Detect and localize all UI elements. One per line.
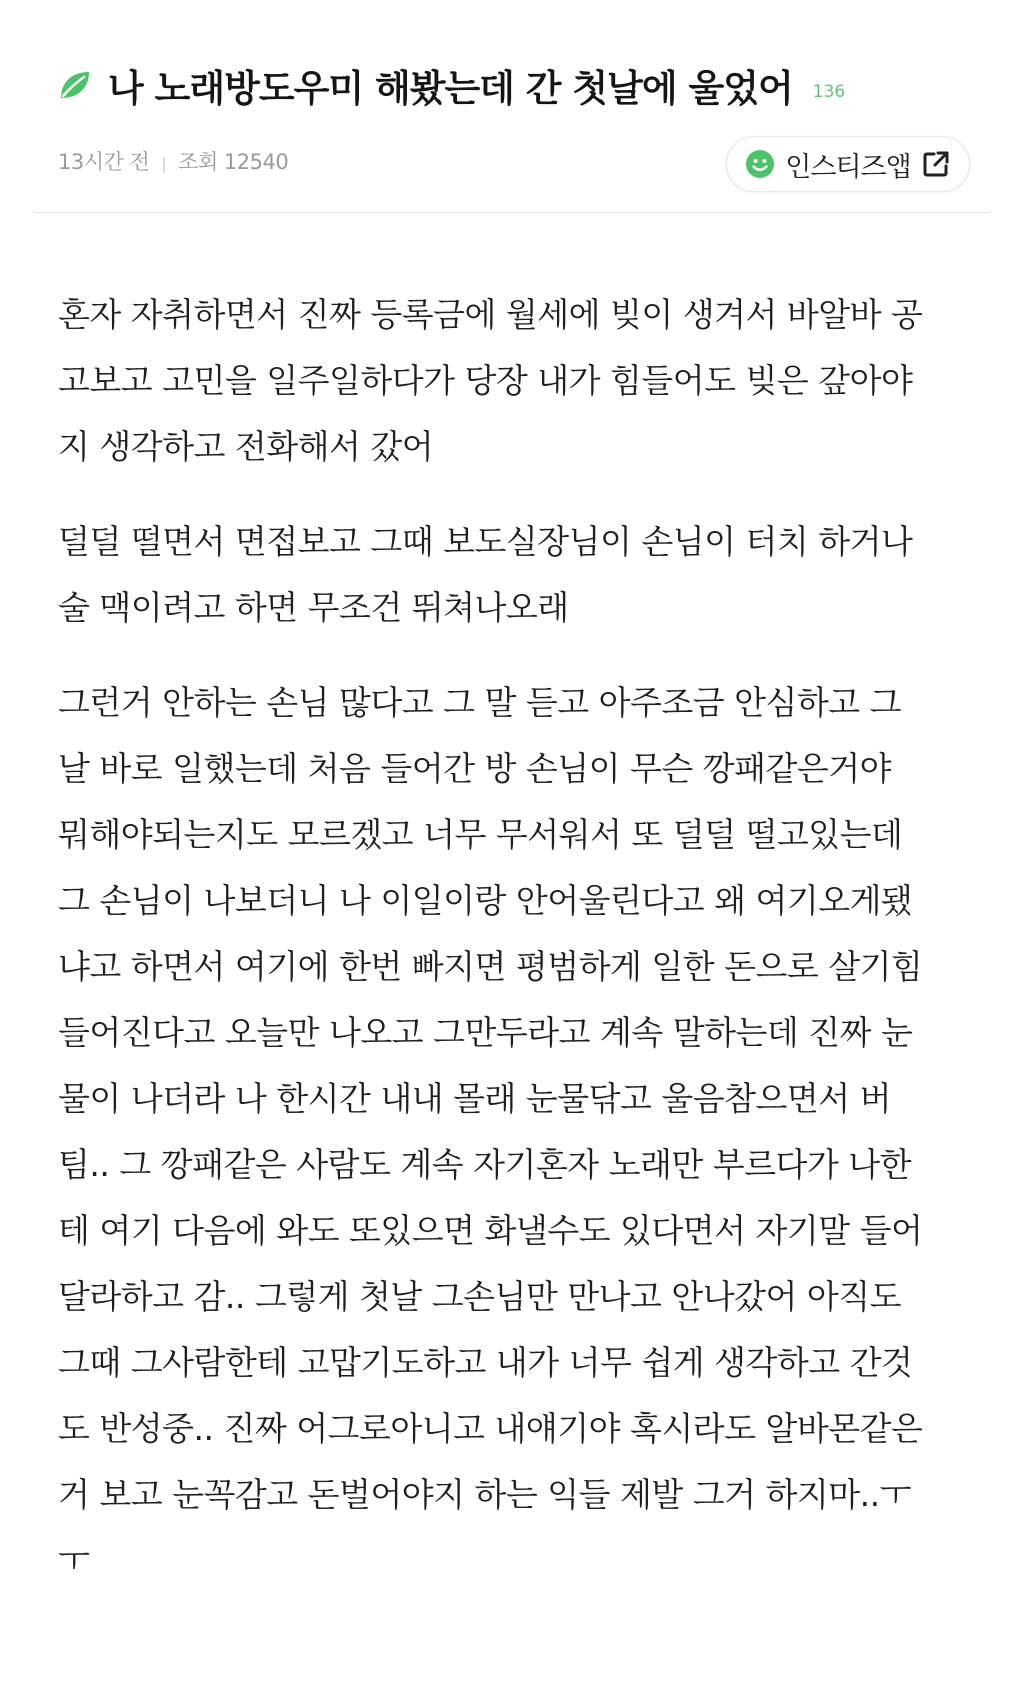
- body-line: 지 생각하고 전화해서 갔어: [58, 427, 434, 466]
- open-app-button[interactable]: [726, 136, 970, 192]
- title-row: [58, 58, 845, 112]
- body-line: 팀.. 그 깡패같은 사람도 계속 자기혼자 노래만 부르다가 나한: [58, 1145, 911, 1184]
- post-meta: [58, 146, 288, 176]
- leaf-icon: [58, 68, 92, 102]
- body-line: 덜덜 떨면서 면접보고 그때 보도실장님이 손님이 터치 하거나: [58, 522, 913, 561]
- body-line: 술 맥이려고 하면 무조건 뛰쳐나오래: [58, 588, 569, 627]
- post-title: 나 노래방도우미 해봤는데 간 첫날에 울었어: [108, 67, 793, 110]
- body-line: 그때 그사람한테 고맙기도하고 내가 너무 쉽게 생각하고 간것: [58, 1343, 913, 1382]
- post-time: 13시간 전: [58, 150, 150, 174]
- post-body: [58, 282, 978, 1623]
- comment-count[interactable]: 136: [812, 82, 846, 102]
- body-line: 도 반성중.. 진짜 어그로아니고 내얘기야 혹시라도 알바몬같은: [58, 1409, 923, 1448]
- view-count: 조회 12540: [178, 150, 289, 174]
- post-header: [34, 0, 990, 213]
- meta-separator: |: [161, 154, 167, 173]
- external-link-icon: [921, 149, 951, 179]
- body-line: 고보고 고민을 일주일하다가 당장 내가 힘들어도 빚은 갚아야: [58, 361, 913, 400]
- paragraph: [58, 282, 978, 480]
- body-line: 테 여기 다음에 와도 또있으면 화낼수도 있다면서 자기말 들어: [58, 1211, 923, 1250]
- body-line: 물이 나더라 나 한시간 내내 몰래 눈물닦고 울음참으면서 버: [58, 1079, 891, 1118]
- app-button-label: 인스티즈앱: [785, 151, 911, 183]
- body-line: ㅜ: [58, 1541, 90, 1580]
- body-line: 들어진다고 오늘만 나오고 그만두라고 계속 말하는데 진짜 눈: [58, 1013, 913, 1052]
- smile-icon: [745, 149, 775, 179]
- paragraph: [58, 670, 978, 1594]
- body-line: 혼자 자취하면서 진짜 등록금에 월세에 빚이 생겨서 바알바 공: [58, 295, 923, 334]
- body-line: 그 손님이 나보더니 나 이일이랑 안어울린다고 왜 여기오게됐: [58, 881, 913, 920]
- body-line: 날 바로 일했는데 처음 들어간 방 손님이 무슨 깡패같은거야: [58, 749, 891, 788]
- body-line: 냐고 하면서 여기에 한번 빠지면 평범하게 일한 돈으로 살기힘: [58, 947, 923, 986]
- body-line: 뭐해야되는지도 모르겠고 너무 무서워서 또 덜덜 떨고있는데: [58, 815, 903, 854]
- body-line: 거 보고 눈꼭감고 돈벌어야지 하는 익들 제발 그거 하지마..ㅜ: [58, 1475, 911, 1514]
- body-line: 그런거 안하는 손님 많다고 그 말 듣고 아주조금 안심하고 그: [58, 683, 901, 722]
- paragraph: [58, 509, 978, 641]
- body-line: 달라하고 감.. 그렇게 첫날 그손님만 만나고 안나갔어 아직도: [58, 1277, 901, 1316]
